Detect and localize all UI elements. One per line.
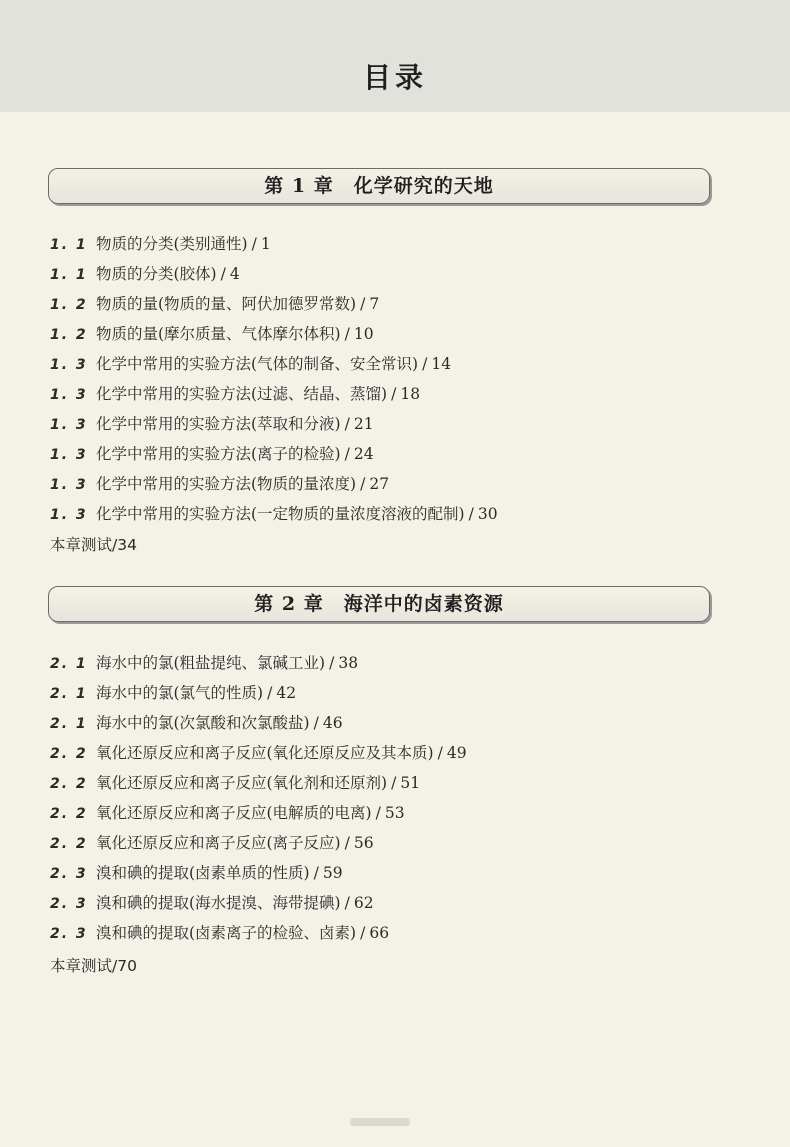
- toc-entry[interactable]: [50, 234, 271, 255]
- test-label: 本章测试: [50, 957, 113, 975]
- page-separator: /: [313, 864, 319, 882]
- section-number: 2. 2: [50, 746, 88, 762]
- chapter-number: 第 2 章: [254, 593, 324, 615]
- section-number: 2. 3: [50, 926, 88, 942]
- toc-entry[interactable]: [50, 294, 379, 315]
- page-number: 59: [322, 864, 343, 882]
- section-number: 1. 1: [50, 267, 88, 283]
- page-number: 66: [369, 924, 390, 942]
- entry-title: 海水中的氯(氯气的性质): [96, 684, 264, 702]
- toc-entry[interactable]: [50, 264, 240, 285]
- section-number: 2. 1: [50, 716, 88, 732]
- entry-title: 海水中的氯(粗盐提纯、氯碱工业): [96, 654, 326, 672]
- toc-entry[interactable]: [50, 713, 343, 734]
- page-number: 18: [400, 385, 421, 403]
- toc-entry[interactable]: [50, 384, 420, 405]
- page-separator: /: [422, 355, 428, 373]
- page-number: 70: [117, 957, 137, 975]
- entry-title: 溴和碘的提取(卤素离子的检验、卤素): [96, 924, 357, 942]
- entry-title: 化学中常用的实验方法(一定物质的量浓度溶液的配制): [96, 505, 465, 523]
- entry-title: 溴和碘的提取(卤素单质的性质): [96, 864, 310, 882]
- section-number: 2. 2: [50, 776, 88, 792]
- section-number: 2. 2: [50, 806, 88, 822]
- entry-title: 氧化还原反应和离子反应(离子反应): [96, 834, 341, 852]
- page-title: 目录: [362, 61, 427, 94]
- page-number: 10: [353, 325, 374, 343]
- page-number: 27: [369, 475, 390, 493]
- toc-entry[interactable]: [50, 803, 405, 824]
- toc-entry[interactable]: [50, 414, 374, 435]
- page-number: 46: [322, 714, 343, 732]
- toc-entry[interactable]: [50, 923, 389, 944]
- chapter-number: 第 1 章: [264, 175, 334, 197]
- toc-entry[interactable]: [50, 833, 374, 854]
- page-separator: /: [220, 265, 226, 283]
- section-number: 2. 1: [50, 656, 88, 672]
- entry-title: 氧化还原反应和离子反应(氧化还原反应及其本质): [96, 744, 434, 762]
- page-separator: /: [344, 415, 350, 433]
- page-separator: /: [344, 834, 350, 852]
- page-separator: /: [360, 475, 366, 493]
- toc-entry[interactable]: [50, 743, 467, 764]
- toc-entry[interactable]: [50, 773, 420, 794]
- section-number: 1. 3: [50, 507, 88, 523]
- toc-entry[interactable]: [50, 354, 451, 375]
- page-number: 42: [276, 684, 297, 702]
- entry-title: 海水中的氯(次氯酸和次氯酸盐): [96, 714, 310, 732]
- toc-entry[interactable]: [50, 893, 374, 914]
- entry-title: 氧化还原反应和离子反应(氧化剂和还原剂): [96, 774, 388, 792]
- chapter-title: 化学研究的天地: [353, 175, 494, 197]
- page-separator: /: [391, 774, 397, 792]
- page-separator: /: [360, 924, 366, 942]
- page-separator: /: [313, 714, 319, 732]
- chapter-header-2: [48, 586, 710, 622]
- chapter-header-1: [48, 168, 710, 204]
- entry-title: 氧化还原反应和离子反应(电解质的电离): [96, 804, 372, 822]
- page-number: 7: [369, 295, 380, 313]
- section-number: 2. 2: [50, 836, 88, 852]
- section-number: 1. 3: [50, 387, 88, 403]
- entry-title: 物质的分类(胶体): [96, 265, 217, 283]
- entry-title: 化学中常用的实验方法(气体的制备、安全常识): [96, 355, 419, 373]
- entry-title: 化学中常用的实验方法(离子的检验): [96, 445, 341, 463]
- page-separator: /: [267, 684, 273, 702]
- page-separator: /: [112, 536, 118, 554]
- page-number: 62: [353, 894, 374, 912]
- page-separator: /: [344, 445, 350, 463]
- toc-entry[interactable]: [50, 653, 358, 674]
- page-separator: /: [360, 295, 366, 313]
- section-number: 2. 3: [50, 896, 88, 912]
- section-number: 1. 3: [50, 477, 88, 493]
- chapter-test-entry[interactable]: [50, 956, 137, 976]
- section-number: 2. 1: [50, 686, 88, 702]
- section-number: 1. 2: [50, 327, 88, 343]
- toc-entry[interactable]: [50, 683, 296, 704]
- entry-title: 溴和碘的提取(海水提溴、海带提碘): [96, 894, 341, 912]
- page-number: 38: [338, 654, 359, 672]
- entry-title: 物质的量(摩尔质量、气体摩尔体积): [96, 325, 341, 343]
- footer-mark: [350, 1118, 410, 1126]
- chapter-test-entry[interactable]: [50, 535, 137, 555]
- entry-title: 物质的量(物质的量、阿伏加德罗常数): [96, 295, 357, 313]
- page-number: 51: [400, 774, 421, 792]
- entry-title: 化学中常用的实验方法(过滤、结晶、蒸馏): [96, 385, 388, 403]
- page-separator: /: [329, 654, 335, 672]
- page-separator: /: [391, 385, 397, 403]
- page-separator: /: [251, 235, 257, 253]
- section-number: 1. 3: [50, 447, 88, 463]
- page-number: 1: [260, 235, 271, 253]
- page-number: 21: [353, 415, 374, 433]
- section-number: 1. 1: [50, 237, 88, 253]
- page-number: 49: [446, 744, 467, 762]
- page-number: 24: [353, 445, 374, 463]
- toc-entry[interactable]: [50, 324, 374, 345]
- entry-title: 化学中常用的实验方法(萃取和分液): [96, 415, 341, 433]
- toc-entry[interactable]: [50, 444, 374, 465]
- page-separator: /: [375, 804, 381, 822]
- page-separator: /: [344, 325, 350, 343]
- section-number: 1. 2: [50, 297, 88, 313]
- toc-entry[interactable]: [50, 474, 389, 495]
- toc-entry[interactable]: [50, 504, 498, 525]
- section-number: 1. 3: [50, 417, 88, 433]
- page-number: 53: [384, 804, 405, 822]
- test-label: 本章测试: [50, 536, 113, 554]
- section-number: 1. 3: [50, 357, 88, 373]
- page-separator: /: [468, 505, 474, 523]
- section-number: 2. 3: [50, 866, 88, 882]
- page-number: 30: [477, 505, 498, 523]
- page-separator: /: [437, 744, 443, 762]
- page-number: 34: [117, 536, 137, 554]
- page-number: 56: [353, 834, 374, 852]
- page-separator: /: [112, 957, 118, 975]
- toc-entry[interactable]: [50, 863, 343, 884]
- page-number: 4: [229, 265, 240, 283]
- entry-title: 物质的分类(类别通性): [96, 235, 248, 253]
- page-separator: /: [344, 894, 350, 912]
- entry-title: 化学中常用的实验方法(物质的量浓度): [96, 475, 357, 493]
- chapter-title: 海洋中的卤素资源: [343, 593, 504, 615]
- page-number: 14: [431, 355, 452, 373]
